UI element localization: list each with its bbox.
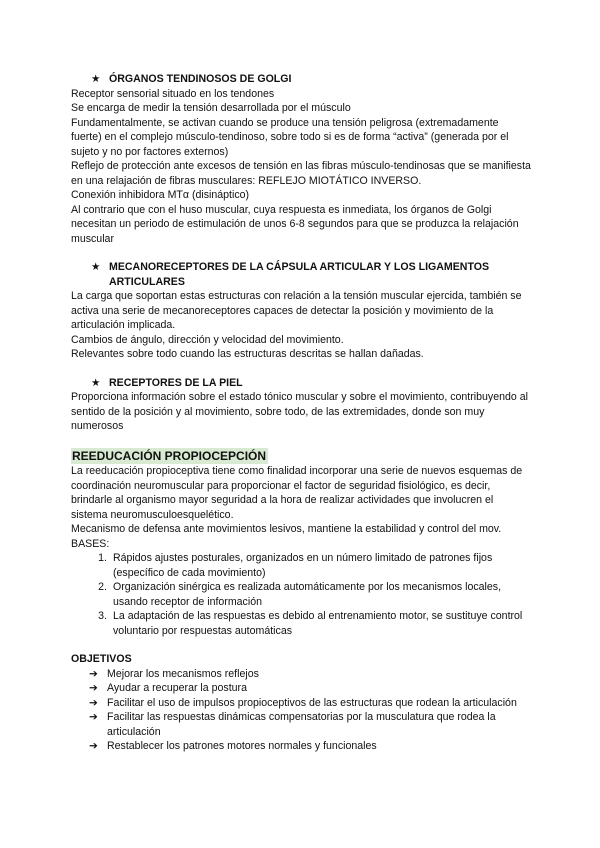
objetivos-list bbox=[71, 667, 531, 754]
list-text: Restablecer los patrones motores normales y funcionales bbox=[107, 740, 377, 752]
list-number: 1. bbox=[98, 552, 107, 564]
list-item bbox=[71, 580, 531, 609]
section-heading-golgi bbox=[71, 72, 531, 87]
list-text: Ayudar a recuperar la postura bbox=[107, 682, 247, 694]
paragraph: Fundamentalmente, se activan cuando se produce una tensión peligrosa (extremadamente fuerte) en el complejo músculo-tendinoso, sobre todo si es de forma “activa” (generada por el sujeto y no por factores externos) bbox=[71, 116, 509, 158]
paragraph: Se encarga de medir la tensión desarrollada por el músculo bbox=[71, 102, 351, 114]
spacer bbox=[71, 246, 531, 260]
list-text: Organización sinérgica es realizada automáticamente por los mecanismos locales, usando receptor de información bbox=[113, 581, 502, 608]
document-page bbox=[71, 72, 531, 754]
arrow-bullet-icon: ➔ bbox=[89, 682, 98, 694]
section-heading-piel bbox=[71, 376, 531, 391]
highlighted-title: REEDUCACIÓN PROPIOCEPCIÓN bbox=[72, 448, 267, 463]
arrow-bullet-icon: ➔ bbox=[89, 711, 98, 723]
paragraph: BASES: bbox=[71, 537, 110, 550]
paragraph: Receptor sensorial situado en los tendones bbox=[71, 87, 275, 100]
list-text: Facilitar el uso de impulsos propioceptivos de las estructuras que rodean la articulación bbox=[107, 696, 517, 709]
list-item bbox=[71, 667, 531, 682]
spacer bbox=[71, 362, 531, 376]
paragraph: Reflejo de protección ante excesos de tensión en las fibras músculo-tendinosas que se manifiesta en una relajación de fibras musculares: REFLEJO MIOTÁTICO INVERSO. bbox=[71, 160, 531, 187]
list-text: Mejorar los mecanismos reflejos bbox=[107, 667, 259, 680]
paragraph: Conexión inhibidora MTα (disináptico) bbox=[71, 189, 250, 201]
objetivos-title: OBJETIVOS bbox=[71, 653, 132, 665]
list-item bbox=[71, 696, 531, 711]
list-number: 2. bbox=[98, 581, 107, 593]
list-item bbox=[71, 710, 531, 739]
arrow-bullet-icon: ➔ bbox=[89, 696, 98, 709]
heading-text: MECANORECEPTORES DE LA CÁPSULA ARTICULAR Y LOS LIGAMENTOS ARTICULARES bbox=[109, 261, 490, 288]
list-item bbox=[71, 739, 531, 754]
list-text: Rápidos ajustes posturales, organizados en un número limitado de patrones fijos (específico de cada movimiento) bbox=[113, 552, 493, 579]
section-heading-mecanoreceptores bbox=[71, 260, 531, 289]
list-item bbox=[71, 681, 531, 696]
paragraph: Mecanismo de defensa ante movimientos lesivos, mantiene la estabilidad y control del mov. bbox=[71, 523, 502, 535]
spacer bbox=[71, 638, 531, 652]
star-bullet-icon: ★ bbox=[91, 376, 101, 389]
arrow-bullet-icon: ➔ bbox=[89, 667, 98, 680]
paragraph: La reeducación propioceptiva tiene como finalidad incorporar una serie de nuevos esquemas de coordinación neuromuscular para proporcionar el factor de seguridad fisiológico, es decir, brindarle al organismo mayor seguridad a la hora de realizar actividades que involucren el sistema neuromusculoesquelético. bbox=[71, 465, 523, 521]
arrow-bullet-icon: ➔ bbox=[89, 740, 98, 752]
paragraph: Proporciona información sobre el estado tónico muscular y sobre el movimiento, contribuyendo al sentido de la posición y al movimiento, sobre todo, de las extremidades, donde son muy numerosos bbox=[71, 391, 528, 432]
heading-text: RECEPTORES DE LA PIEL bbox=[109, 376, 243, 389]
paragraph: Relevantes sobre todo cuando las estructuras descritas se hallan dañadas. bbox=[71, 348, 424, 360]
list-text: Facilitar las respuestas dinámicas compensatorias por la musculatura que rodea la articulación bbox=[107, 711, 496, 738]
paragraph: Cambios de ángulo, dirección y velocidad del movimiento. bbox=[71, 333, 344, 346]
list-item bbox=[71, 609, 531, 638]
bases-list bbox=[71, 551, 531, 638]
paragraph: La carga que soportan estas estructuras con relación a la tensión muscular ejercida, también se activa una serie de mecanoreceptores capaces de detectar la posición y movimiento de la articulación implicada. bbox=[71, 290, 522, 331]
spacer bbox=[71, 434, 531, 448]
star-bullet-icon: ★ bbox=[91, 73, 101, 85]
section-title-reeducacion bbox=[71, 448, 531, 465]
list-item bbox=[71, 551, 531, 580]
list-number: 3. bbox=[98, 610, 107, 622]
star-bullet-icon: ★ bbox=[91, 261, 101, 273]
heading-text: ÓRGANOS TENDINOSOS DE GOLGI bbox=[109, 73, 292, 85]
list-text: La adaptación de las respuestas es debido al entrenamiento motor, se sustituye control voluntario por respuestas automáticas bbox=[113, 610, 523, 637]
paragraph: Al contrario que con el huso muscular, cuya respuesta es inmediata, los órganos de Golgi necesitan un periodo de estimulación de unos 6-8 segundos para que se produzca la relajación muscular bbox=[71, 203, 519, 245]
